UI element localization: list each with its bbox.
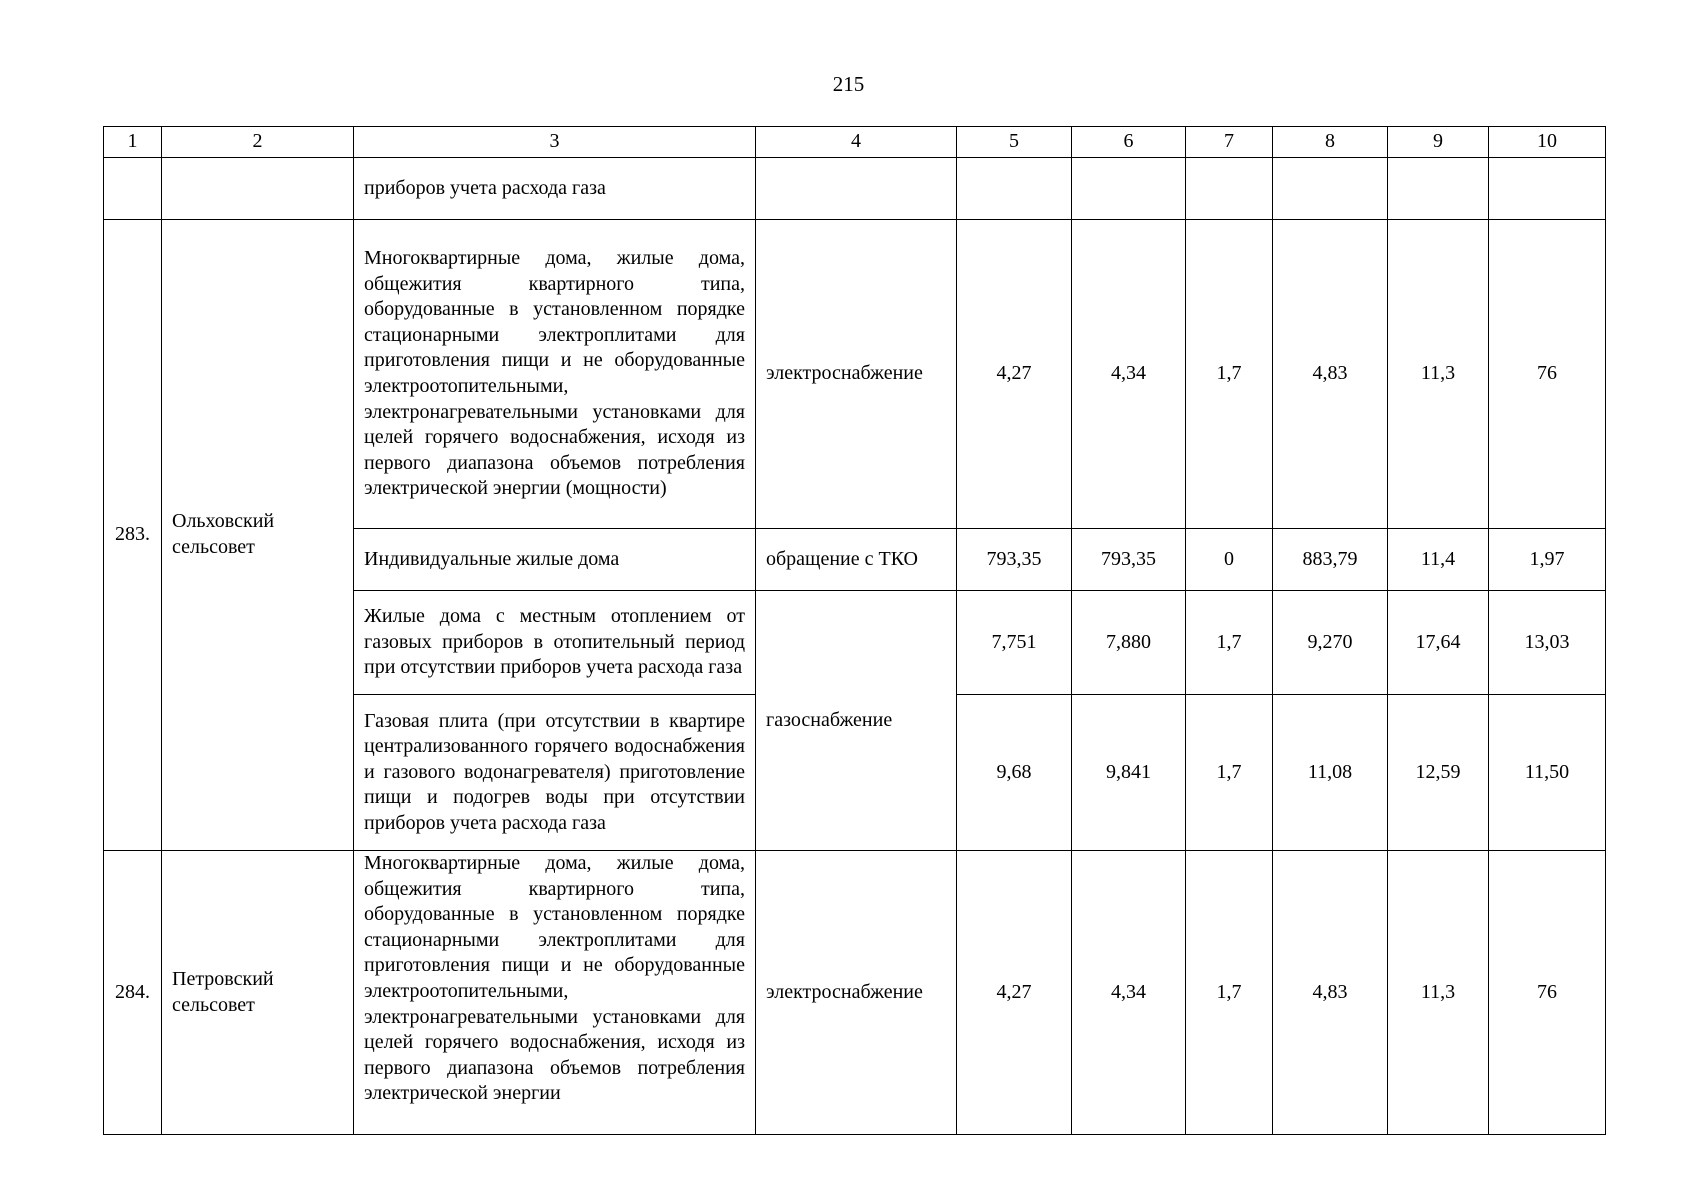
- municipality-name: Ольховский сельсовет: [162, 220, 354, 851]
- value-cell: 1,7: [1186, 591, 1273, 695]
- value-cell: 4,27: [957, 851, 1072, 1135]
- value-cell: 9,68: [957, 695, 1072, 851]
- value-cell: 7,880: [1072, 591, 1186, 695]
- consumer-category: Индивидуальные жилые дома: [354, 529, 756, 591]
- value-cell: 4,27: [957, 220, 1072, 529]
- consumer-category: Газовая плита (при отсутствии в квартире централизованного горячего водоснабжения и газового водонагревателя) приготовление пищи и подогрев воды при отсутствии приборов учета расхода газа: [354, 695, 756, 851]
- column-header: 5: [957, 127, 1072, 158]
- value-cell: 4,83: [1273, 220, 1388, 529]
- row-number: 284.: [104, 851, 162, 1135]
- value-cell: 76: [1489, 851, 1606, 1135]
- value-cell: 9,270: [1273, 591, 1388, 695]
- utility-service: электроснабжение: [756, 220, 957, 529]
- value-cell: 9,841: [1072, 695, 1186, 851]
- table-row: [104, 220, 1606, 529]
- value-cell: 12,59: [1388, 695, 1489, 851]
- value-cell: 11,4: [1388, 529, 1489, 591]
- value-cell: 793,35: [1072, 529, 1186, 591]
- value-cell: 4,34: [1072, 220, 1186, 529]
- value-cell: 17,64: [1388, 591, 1489, 695]
- value-cell: 1,7: [1186, 695, 1273, 851]
- consumer-category: Жилые дома с местным отоплением от газовых приборов в отопительный период при отсутствии приборов учета расхода газа: [354, 591, 756, 695]
- value-cell: 1,7: [1186, 851, 1273, 1135]
- column-header: 10: [1489, 127, 1606, 158]
- table-row: [104, 851, 1606, 1135]
- value-cell: 11,08: [1273, 695, 1388, 851]
- consumer-category: Многоквартирные дома, жилые дома, общежития квартирного типа, оборудованные в установленном порядке стационарными электроплитами для приготовления пищи и не оборудованные электроотопительными, электронагревательными установками для целей горячего водоснабжения, исходя из первого диапазона объемов потребления электрической энергии (мощности): [354, 220, 756, 529]
- value-cell: 1,97: [1489, 529, 1606, 591]
- value-cell: 4,83: [1273, 851, 1388, 1135]
- page-number: 215: [832, 72, 865, 96]
- municipality-name: Петровский сельсовет: [162, 851, 354, 1135]
- column-header: 9: [1388, 127, 1489, 158]
- column-number-header-row: [104, 127, 1606, 158]
- continued-description: приборов учета расхода газа: [354, 158, 756, 220]
- row-number: 283.: [104, 220, 162, 851]
- utility-service: обращение с ТКО: [756, 529, 957, 591]
- column-header: 3: [354, 127, 756, 158]
- column-header: 7: [1186, 127, 1273, 158]
- column-header: 2: [162, 127, 354, 158]
- tariff-table: [103, 126, 1606, 1135]
- value-cell: 11,3: [1388, 220, 1489, 529]
- column-header: 1: [104, 127, 162, 158]
- consumer-category: Многоквартирные дома, жилые дома, общежития квартирного типа, оборудованные в установленном порядке стационарными электроплитами для приготовления пищи и не оборудованные электроотопительными, электронагревательными установками для целей горячего водоснабжения, исходя из первого диапазона объемов потребления электрической энергии: [364, 852, 745, 1105]
- value-cell: 0: [1186, 529, 1273, 591]
- value-cell: 4,34: [1072, 851, 1186, 1135]
- value-cell: 76: [1489, 220, 1606, 529]
- column-header: 8: [1273, 127, 1388, 158]
- value-cell: 793,35: [957, 529, 1072, 591]
- column-header: 6: [1072, 127, 1186, 158]
- value-cell: 883,79: [1273, 529, 1388, 591]
- value-cell: 13,03: [1489, 591, 1606, 695]
- column-header: 4: [756, 127, 957, 158]
- value-cell: 11,3: [1388, 851, 1489, 1135]
- utility-service: электроснабжение: [756, 851, 957, 1135]
- value-cell: 11,50: [1489, 695, 1606, 851]
- value-cell: 7,751: [957, 591, 1072, 695]
- continuation-row: [104, 158, 1606, 220]
- utility-service: газоснабжение: [756, 591, 957, 851]
- value-cell: 1,7: [1186, 220, 1273, 529]
